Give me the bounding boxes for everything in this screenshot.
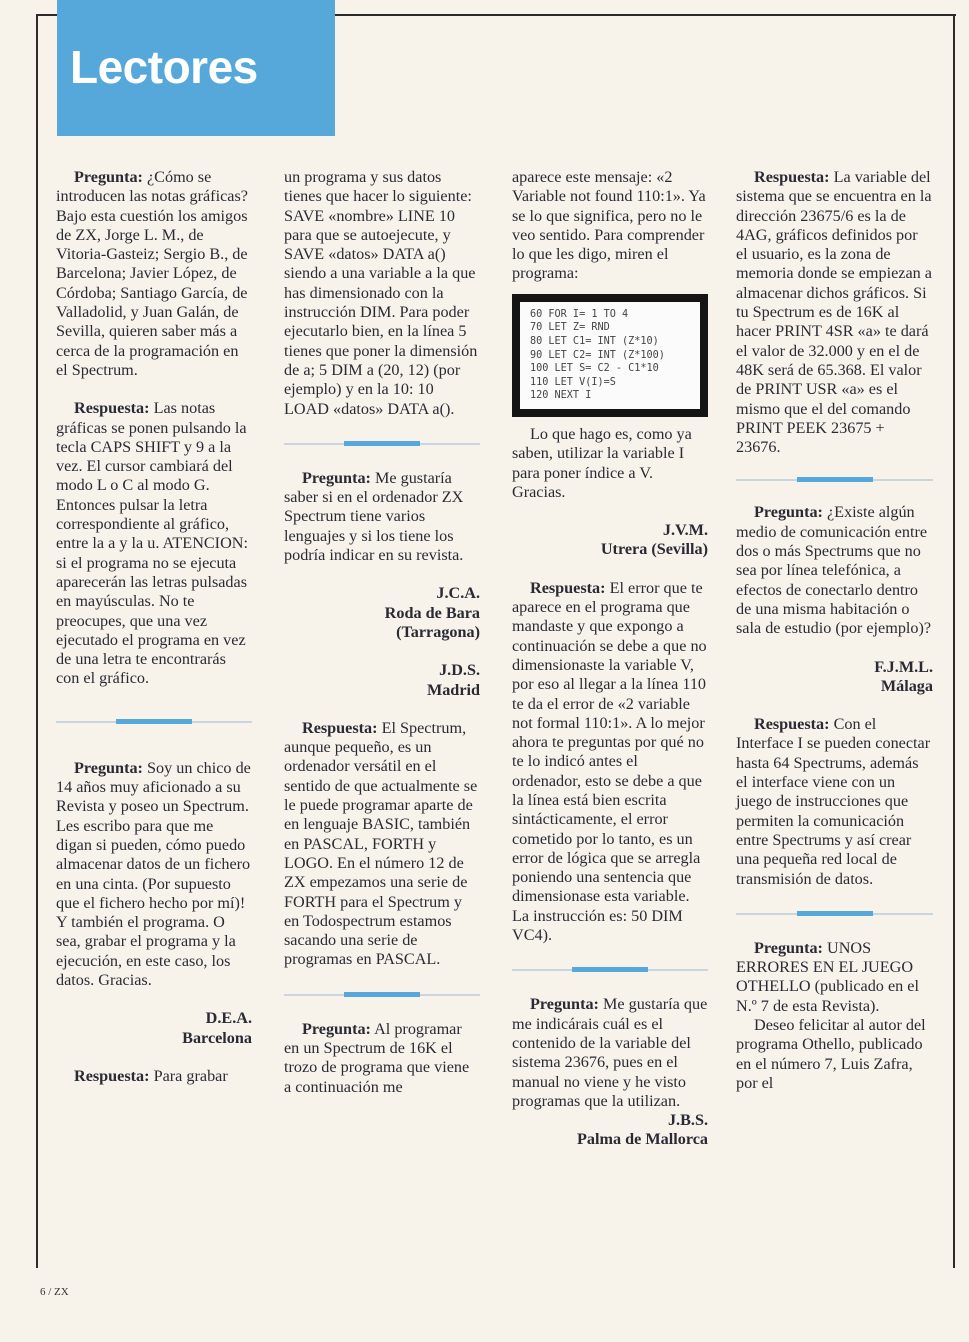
answer-text: Con el Interface I se pueden conectar hasta 64 Spectrums, además el interface viene con un juego de instrucciones que permiten la comunicación entre Spectrums y así crear una pequeña red local de transmisión de datos. (736, 715, 931, 888)
answer-text: Para grabar (149, 1066, 228, 1085)
answer-paragraph (56, 399, 252, 688)
section-separator (736, 913, 933, 915)
section-separator (284, 994, 480, 996)
question-text: UNOS ERRORES EN EL JUEGO OTHELLO (publicado en el N.º 7 de esta Revista). (736, 938, 919, 1015)
answer-paragraph (736, 715, 933, 889)
answer-label: Respuesta: (530, 578, 606, 597)
column-1 (56, 168, 252, 1086)
section-separator (56, 721, 252, 723)
section-separator (512, 969, 708, 971)
question-label: Pregunta: (754, 503, 823, 522)
question-paragraph (56, 759, 252, 991)
body-paragraph: Deseo felicitar al autor del programa Othello, publicado en el número 7, Luis Zafra, por el (736, 1015, 926, 1092)
question-text: Me gustaría saber si en el ordenador ZX Spectrum tiene varios lenguajes y si los tiene los podría indicar en su revista. (284, 468, 464, 565)
signature-name: J.C.A. (436, 584, 480, 603)
code-listing: 60 FOR I= 1 TO 4 70 LET Z= RND 80 LET C1= INT (Z*10) 90 LET C2= INT (Z*100) 100 LET S= C2 - C1*10 110 LET V(I)=S 120 NEXT I (520, 302, 700, 409)
section-separator (284, 443, 480, 445)
question-text: ¿Existe algún medio de comunicación entre dos o más Spectrums que no sea por línea telefónica, a efectos de conectarlo dentro de una misma habitación o sala de estudio (por ejemplo)? (736, 503, 932, 638)
body-paragraph: Lo que hago es, como ya saben, utilizar la variable I para poner índice a V. Gracias. (512, 424, 692, 501)
column-3 (512, 168, 708, 1150)
body-paragraph: Bajo esta cuestión los amigos de ZX, Jorge L. M., de Vitoria-Gasteiz; Sergio B., de Barcelona; Javier López, de Córdoba; Santiago García, de Valladolid, y Juan Galán, de Sevilla, quieren saber más a cerca de la programación en el Spectrum. (56, 206, 248, 379)
code-listing-box (512, 294, 708, 417)
question-text: ¿Cómo se introducen las notas gráficas? (56, 168, 248, 206)
signature-place: Roda de Bara (384, 603, 480, 622)
signature-place: Utrera (Sevilla) (600, 540, 708, 559)
question-label: Pregunta: (530, 995, 599, 1014)
answer-paragraph (56, 1067, 252, 1086)
question-label: Pregunta: (74, 168, 143, 186)
question-paragraph (736, 939, 933, 1016)
signature-name: J.V.M. (662, 521, 708, 540)
answer-label: Respuesta: (754, 168, 830, 186)
body-paragraph: aparece este mensaje: «2 Variable not found 110:1». Ya se lo que significa, pero no le veo sentido. Para comprender lo que les digo, miren el programa: (512, 168, 706, 283)
answer-paragraph (736, 168, 933, 457)
signature-name: J.D.S. (439, 661, 480, 680)
question-paragraph (512, 995, 708, 1111)
signature-place: Barcelona (182, 1028, 252, 1047)
answer-text: La variable del sistema que se encuentra en la dirección 23675/6 es la de 4AG, gráficos definidos por el usuario, es la zona de memoria donde se empiezan a almacenar dichos gráficos. Si tu Spectrum es de 16K al hacer PRINT 4SR «a» te dará el valor de 32.000 y en el de 48K será de 65.368. El valor de PRINT USR «a» es el mismo que el del comando PRINT PEEK 23675 + 23676. (736, 168, 932, 457)
column-4 (736, 168, 933, 1093)
question-label: Pregunta: (302, 468, 371, 487)
signature-name: D.E.A. (205, 1009, 252, 1028)
answer-label: Respuesta: (74, 399, 150, 418)
signature-place: Palma de Mallorca (577, 1130, 708, 1149)
signature-region: (Tarragona) (396, 622, 480, 641)
answer-label: Respuesta: (754, 715, 830, 734)
question-paragraph (56, 168, 252, 207)
answer-label: Respuesta: (302, 718, 378, 737)
question-label: Pregunta: (74, 758, 143, 777)
section-title: Lectores (70, 41, 258, 93)
signature-place: Madrid (426, 680, 480, 699)
frame-right-rule (953, 14, 955, 1268)
signature-place: Málaga (880, 676, 933, 695)
answer-text: Las notas gráficas se ponen pulsando la tecla CAPS SHIFT y 9 a la vez. El cursor cambiará del modo L o C al modo G. Entonces pulsar la letra correspondiente al gráfico, entre la a y la u. ATENCION: si el programa no se ejecuta aparecerán las letras pulsadas en mayúsculas. No te preocupes, que una vez ejecutado el programa en vez de una letra te encontrarás con el gráfico. (56, 399, 248, 688)
page-folio: 6 / ZX (40, 1286, 69, 1298)
signature-name: J.B.S. (667, 1111, 708, 1130)
answer-text: El Spectrum, aunque pequeño, es un ordenador versátil en el sentido de que actualmente se le puede programar aparte de en lenguaje BASIC, también en PASCAL, FORTH y LOGO. En el número 12 de ZX empezamos una serie de FORTH para el Spectrum y en Todospectrum estamos sacando una serie de programas en PASCAL. (284, 718, 478, 969)
column-2 (284, 168, 480, 1097)
question-label: Pregunta: (754, 938, 823, 957)
frame-left-rule (36, 14, 38, 1268)
section-separator (736, 479, 933, 481)
question-paragraph (284, 1020, 480, 1097)
question-label: Pregunta: (302, 1019, 371, 1038)
answer-text: El error que te aparece en el programa que mandaste y que expongo a continuación se debe a que no dimensionaste la variable V, por eso al llegar a la línea 110 te da el error de «2 variable not formal 110:1». A lo mejor ahora te preguntas por qué no te lo indicó antes el ordenador, esto se debe a que la línea está bien escrita sintácticamente, el error cometido por lo tanto, es un error de lógica que se arregla poniendo una sentencia que dimensionase esta variable. La instrucción es: 50 DIM VC4). (512, 578, 707, 945)
question-text: Al programar en un Spectrum de 16K el trozo de programa que viene a continuación me (284, 1019, 470, 1096)
answer-label: Respuesta: (74, 1066, 150, 1085)
answer-paragraph (284, 719, 480, 970)
body-paragraph: un programa y sus datos tienes que hacer lo siguiente: SAVE «nombre» LINE 10 para que se autoejecute, y SAVE «datos» DATA a() siendo a una variable a la que has dimensionado con la instrucción DIM. Para poder ejecutarlo bien, en la línea 5 tienes que poner la dimensión de a; 5 DIM a (20, 12) (por ejemplo) y en la 10: 10 LOAD «datos» DATA a(). (284, 168, 478, 418)
question-paragraph (284, 469, 480, 565)
question-text: Me gustaría que me indicárais cuál es el contenido de la variable del sistema 23676, pues en el manual no viene y he visto programas que la utilizan. (512, 995, 708, 1110)
question-paragraph (736, 503, 933, 638)
answer-paragraph (512, 579, 708, 946)
signature-name: F.J.M.L. (874, 657, 933, 676)
question-text: Soy un chico de 14 años muy aficionado a su Revista y poseo un Spectrum. Les escribo para que me digan si pueden, cómo puedo almacenar datos de un fichero en una cinta. (Por supuesto que el fichero hecho por mí)! Y también el programa. O sea, grabar el programa y la ejecución, en este caso, los datos. Gracias. (56, 758, 251, 989)
